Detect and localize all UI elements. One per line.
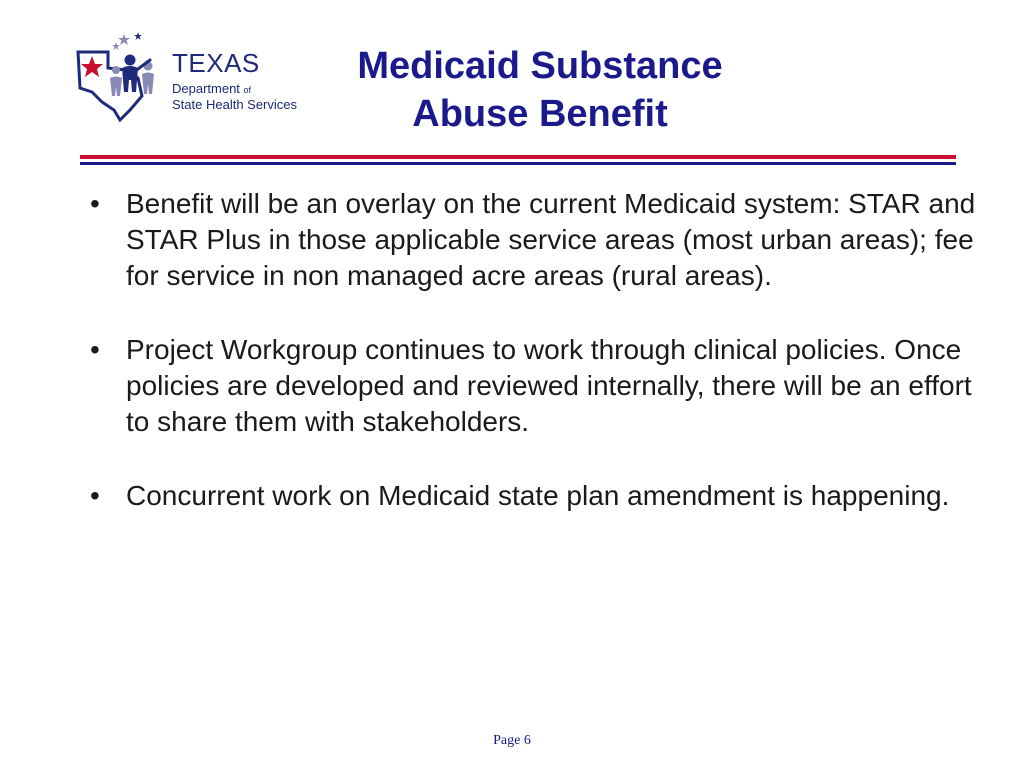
slide-title [330, 42, 750, 138]
bullet-dot-icon: • [90, 334, 100, 365]
bullet-item [90, 478, 980, 514]
logo-department: Department [172, 81, 240, 96]
bullet-list [90, 186, 980, 552]
bullet-item [90, 186, 980, 294]
dshs-logo [72, 30, 302, 125]
slide-title-line-1: Medicaid Substance [357, 45, 723, 87]
logo-department-text [172, 82, 251, 95]
logo-services: State Health Services [172, 97, 298, 112]
bullet-text: Concurrent work on Medicaid state plan amendment is happening. [126, 480, 950, 511]
bullet-dot-icon: • [90, 480, 100, 511]
slide-title-line-2: Abuse Benefit [412, 93, 668, 135]
logo-state-name: TEXAS [172, 48, 260, 78]
header-rule-blue [80, 162, 956, 165]
page-number: Page 6 [493, 733, 531, 748]
logo-of: of [243, 85, 252, 95]
bullet-text: Benefit will be an overlay on the current Medicaid system: STAR and STAR Plus in those applicable service areas (most urban areas); fee for service in non managed acre areas (rural areas). [126, 188, 976, 291]
bullet-text: Project Workgroup continues to work through clinical policies. Once policies are developed and reviewed internally, there will be an effort to share them with stakeholders. [126, 334, 972, 437]
bullet-item [90, 332, 980, 440]
header-rule-red [80, 155, 956, 159]
texas-map-figures-icon [72, 30, 172, 125]
bullet-dot-icon: • [90, 188, 100, 219]
